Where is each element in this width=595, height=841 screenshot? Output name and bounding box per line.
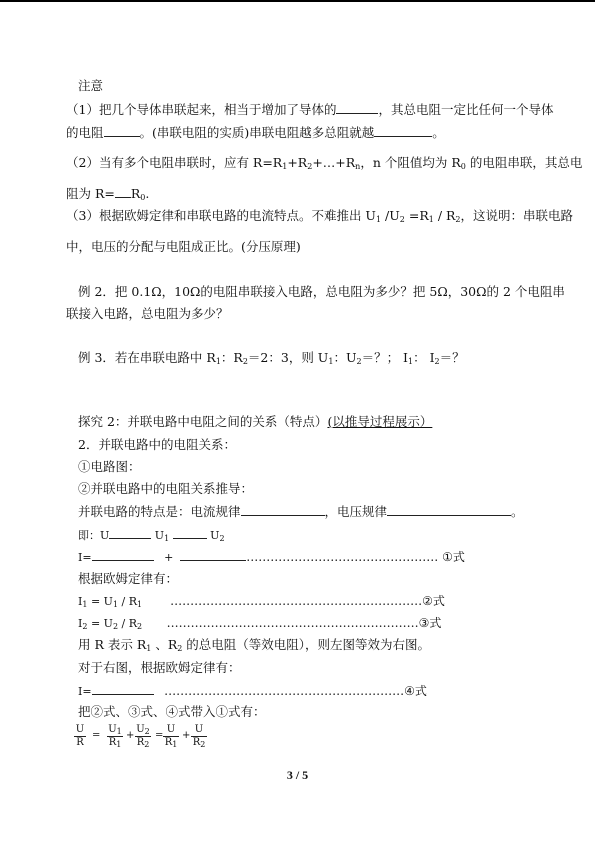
blank-current-rule bbox=[241, 503, 325, 516]
plus-sign: + bbox=[126, 730, 135, 741]
explore-right: 对于右图，根据欧姆定律有： bbox=[78, 660, 241, 675]
explore-eq1: I= + ………………………………………… ①式 bbox=[78, 550, 465, 564]
example2-line2: 联接入电路，总电阻为多少？ bbox=[66, 306, 229, 321]
note-p2-line1: （2）当有多个电阻串联时，应有 $R=R_1+R_2+\dots+R_n$，n 个阻值均为 $R_0$ 的电阻串联，其总电 bbox=[66, 155, 583, 171]
explore-circuit: ①电路图： bbox=[78, 459, 141, 474]
blank-voltage-rule bbox=[387, 503, 511, 516]
explore-feature: 并联电路的特点是：电流规律 ，电压规律 。 bbox=[78, 504, 524, 519]
explore-useR: 用 R 表示 $R_1$ 、$R_2$ 的总电阻（等效电阻），则左图等效为右图。 bbox=[78, 637, 431, 653]
explore-eq3: $I_2 = U_2 / R_2$ ………………………………………………………③式 bbox=[78, 616, 442, 631]
blank-ji-2 bbox=[173, 526, 207, 539]
blank-resistance bbox=[104, 124, 140, 137]
page-number: 3 / 5 bbox=[286, 768, 309, 782]
fraction-u-over-r: $\frac{U}{R}$ bbox=[75, 724, 85, 748]
explore-title: 探究 2：并联电路中电阻之间的关系（特点）(以推导过程展示） bbox=[78, 414, 433, 429]
blank-eq1-2 bbox=[180, 548, 246, 561]
example3-line: 例 3．若在串联电路中 $R_1$：$R_2=2$：3，则 $U_1$：$U_2=$？； $I_1$： $I_2=$？ bbox=[78, 350, 465, 366]
note-p2-line2: 阻为 $R= R_0$. bbox=[66, 186, 150, 202]
explore-eq4: I= ……………………………………………………④式 bbox=[78, 684, 427, 698]
explore-sub-eq: 把②式、③式、④式带入①式有： bbox=[78, 704, 266, 719]
blank-ji-1 bbox=[109, 526, 151, 539]
note-title: 注意 bbox=[78, 78, 104, 93]
fraction-u1-over-r1: $\frac{U_1}{R_1}$ bbox=[108, 724, 122, 749]
example2-line1: 例 2．把 0.1Ω，10Ω的电阻串联接入电路，总电阻为多少？把 5Ω，30Ω的 2 个电阻串 bbox=[78, 284, 565, 299]
fraction-u-over-r1: $\frac{U}{R_1}$ bbox=[164, 724, 178, 749]
blank-eq1-1 bbox=[92, 548, 154, 561]
note-p3-line1: （3）根据欧姆定律和串联电路的电流特点。不难推出 $U_1$ $/U_2 =R_1 / R_2$，这说明：串联电路 bbox=[66, 208, 574, 224]
explore-ohm: 根据欧姆定律有： bbox=[78, 571, 179, 586]
fraction-u-over-r2: $\frac{U}{R_2}$ bbox=[192, 724, 206, 749]
top-rule bbox=[0, 0, 595, 2]
blank-more bbox=[374, 124, 432, 137]
explore-ji: 即：U $U_1$ $U_2$ bbox=[78, 526, 225, 544]
blank-eq4 bbox=[92, 682, 154, 695]
explore-item2: 2．并联电路中的电阻关系： bbox=[78, 437, 236, 452]
plus-sign-2: + bbox=[182, 730, 191, 741]
fraction-u2-over-r2: $\frac{U_2}{R_2}$ bbox=[136, 724, 150, 749]
explore-derive: ②并联电路中的电阻关系推导： bbox=[78, 481, 254, 496]
note-p1-line1: （1）把几个导体串联起来，相当于增加了导体的 ，其总电阻一定比任何一个导体 bbox=[66, 102, 554, 117]
explore-eq2: $I_1 = U_1 / R_1$ ………………………………………………………②式 bbox=[78, 594, 445, 609]
note-p3-line2: 中，电压的分配与电阻成正比。(分压原理) bbox=[66, 239, 301, 254]
blank-n bbox=[115, 185, 131, 198]
note-p1-line2: 的电阻 。(串联电阻的实质)串联电阻越多总阻就越 。 bbox=[66, 125, 445, 140]
blank-length bbox=[336, 101, 378, 114]
equals-sign-2: = bbox=[155, 730, 164, 741]
equals-sign: = bbox=[92, 730, 101, 741]
